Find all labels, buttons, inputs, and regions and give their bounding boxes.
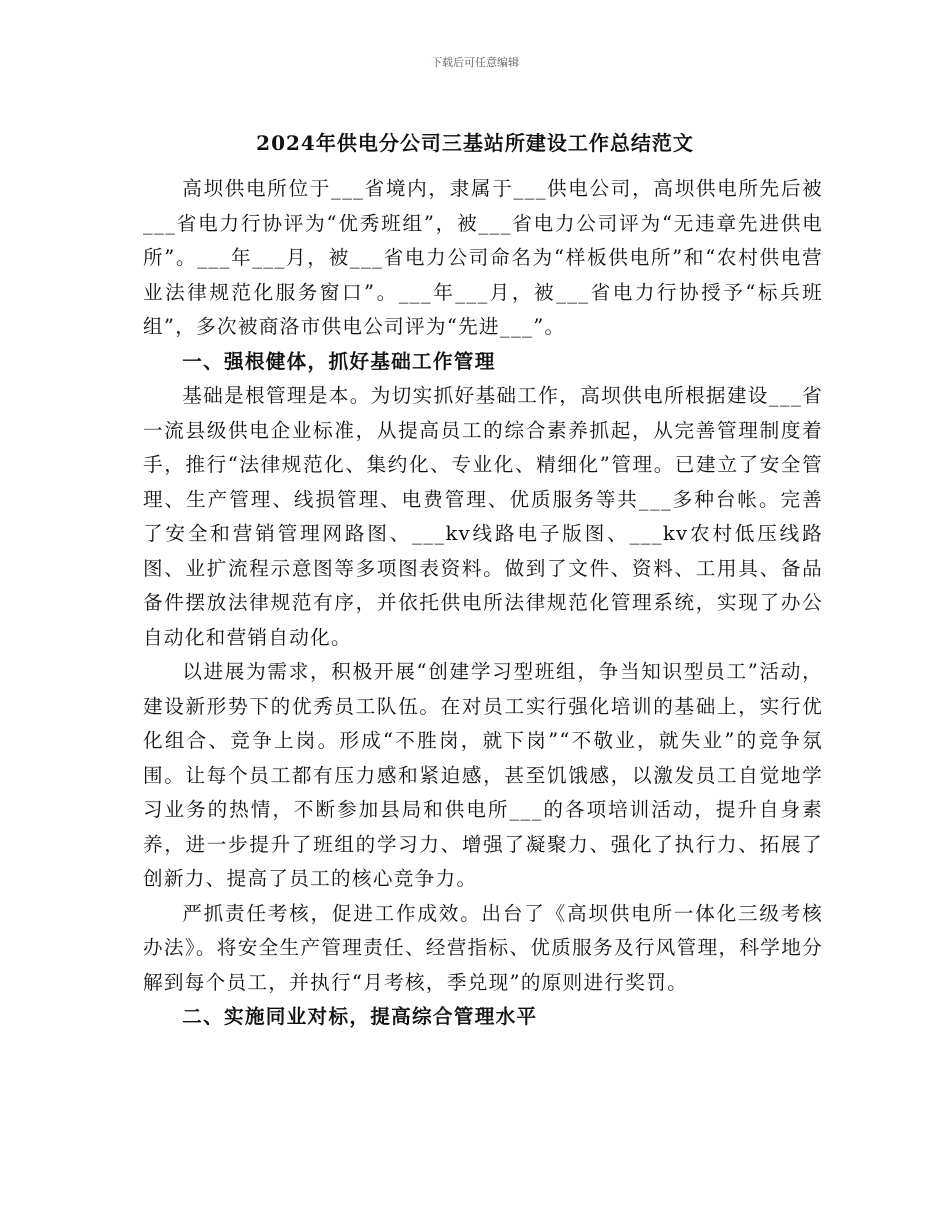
document-title: 2024年供电分公司三基站所建设工作总结范文 — [256, 131, 694, 155]
paragraph-intro: 高坝供电所位于___省境内，隶属于___供电公司，高坝供电所先后被___省电力行协评为“优秀班组”，被___省电力公司评为“无违章先进供电所”。___年___月，被___省电力公司命名为“样板供电所”和“农村供电营业法律规范化服务窗口”。___年___月，被___省电力行协授予“标兵班组”，多次被商洛市供电公司评为“先进___”。 — [143, 177, 823, 338]
document-body — [143, 172, 823, 1035]
paragraph-assessment: 严抓责任考核，促进工作成效。出台了《高坝供电所一体化三级考核办法》。将安全生产管理责任、经营指标、优质服务及行风管理，科学地分解到每个员工，并执行“月考核，季兑现”的原则进行奖罚。 — [143, 901, 823, 994]
page-header: 下载后可任意编辑 — [431, 56, 519, 69]
section-heading-1: 一、强根健体，抓好基础工作管理 — [182, 349, 496, 373]
paragraph-learning: 以进展为需求，积极开展“创建学习型班组，争当知识型员工”活动，建设新形势下的优秀员工队伍。在对员工实行强化培训的基础上，实行优化组合、竞争上岗。形成“不胜岗，就下岗”“不敬业，就失业”的竞争氛围。让每个员工都有压力感和紧迫感，甚至饥饿感，以激发员工自觉地学习业务的热情，不断参加县局和供电所___的各项培训活动，提升自身素养，进一步提升了班组的学习力、增强了凝聚力、强化了执行力、拓展了创新力、提高了员工的核心竞争力。 — [143, 660, 823, 890]
section-heading-2: 二、实施同业对标，提高综合管理水平 — [182, 1005, 538, 1028]
paragraph-foundation: 基础是根管理是本。为切实抓好基础工作，高坝供电所根据建设___省一流县级供电企业标准，从提高员工的综合素养抓起，从完善管理制度着手，推行“法律规范化、集约化、专业化、精细化”管理。已建立了安全管理、生产管理、线损管理、电费管理、优质服务等共___多种台帐。完善了安全和营销管理网路图、___kv线路电子版图、___kv农村低压线路图、业扩流程示意图等多项图表资料。做到了文件、资料、工用具、备品备件摆放法律规范有序，并依托供电所法律规范化管理系统，实现了办公自动化和营销自动化。 — [143, 384, 823, 649]
